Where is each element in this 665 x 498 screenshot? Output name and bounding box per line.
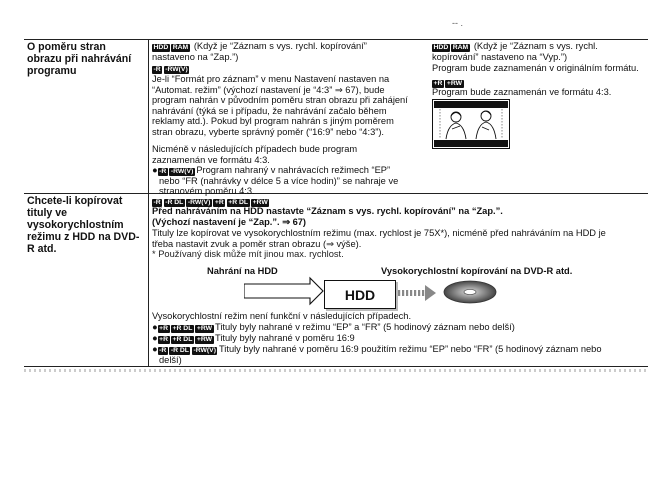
section2-badges [152,196,271,207]
section1-heading-line: O poměru stran [27,41,106,53]
diagram-right-label: Vysokorychlostní kopírování na DVD-R atd. [381,266,573,276]
section1-col2-line2: nastaveno na “Zap.”) [152,52,239,62]
section2-heading-line: tituly ve [27,207,68,219]
section1-col2-badges [152,63,191,74]
dvd-disc-icon [443,280,497,304]
section2-heading-line: režimu z HDD na DVD- [27,231,140,243]
disc-badge: -RW(V) [170,167,194,175]
table-bottom-rule [24,366,648,367]
disc-badge: -R [159,167,167,175]
para-line: stran obrazu, vyberte správný poměr (“16:9” nebo “4:3”). [152,126,385,137]
text: Tituly byly nahrané v poměru 16:9 použitím režimu “EP” nebo “FR” (5 hodinový záznam nebo [218,344,602,354]
disc-badge: +R [159,335,169,343]
disc-badge: -R [159,346,167,354]
disc-badge: HDD [433,43,449,51]
disc-badge: -RW(V) [193,346,216,354]
hdd-box-label: HDD [344,286,376,303]
disc-badge: +RW [196,335,213,343]
text: Tituly byly nahrané v poměru 16:9 [215,333,355,343]
section2-bullet: ● -R -R DL -RW(V) Tituly byly nahrané v poměru 16:9 použitím režimu “EP” nebo “FR” (5 hodinový záznam nebo [152,344,602,354]
section2-para [152,228,606,249]
disc-badge: +R [214,198,224,206]
disc-badge: +R [433,79,443,87]
section1-heading-line: obrazu při nahrávání [27,53,132,65]
para-line: zaznamenán ve formátu 4:3. [152,154,270,165]
record-arrow-icon [244,276,324,306]
text: (Když je “Záznam s vys. rychl. [473,41,598,51]
section1-heading [27,41,131,77]
section1-para1 [152,74,408,138]
bottom-bleed-text [24,369,648,372]
section2-heading-line: vysokorychlostním [27,219,124,231]
disc-badge: +RW [446,79,463,87]
bold-line: Před nahráváním na HDD nastavte “Záznam s vys. rychl. kopírování” na “Zap.”. [152,206,503,216]
diagram-left-label: Nahrání na HDD [207,266,278,276]
bold-line: (Výchozí nastavení je “Zap.”. ⇒ 67) [152,216,307,227]
disc-badge: -R DL [170,346,189,354]
para-line: “Automat. režim” (výchozí nastavení je “4:3” ⇒ 67), bude [152,84,385,95]
disc-badge: +R DL [228,198,249,206]
section1-col3-line2: kopírování” nastaveno na “Vyp.”) [432,52,568,62]
section2-bold [152,206,503,227]
section1-heading-line: programu [27,65,77,77]
disc-badge: -R [153,198,161,206]
section1-para2 [152,144,357,165]
tv-aspect-illustration [432,99,510,149]
section1-col3-line3: Program bude zaznamenán v originálním formátu. [432,63,639,73]
page-top-mark: -- . [452,18,463,28]
disc-badge: RAM [452,43,469,51]
section2-bullet: ● +R +R DL +RW Tituly byly nahrané v režimu “EP” a “FR” (5 hodinový záznam nebo delší) [152,322,515,332]
para-line: Je-li “Formát pro záznam” v menu Nastavení nastaven na [152,74,390,84]
text: Tituly byly nahrané v režimu “EP” a “FR” (5 hodinový záznam nebo delší) [215,322,515,332]
disc-badge: -RW(V) [187,198,211,206]
para-line: nahrávání (týká se i případu, že nahrávání začalo během [152,105,387,116]
disc-badge: HDD [153,43,169,51]
section2-heading-line: R atd. [27,243,57,255]
disc-badge: +R [159,324,169,332]
section2-last-line: delší) [159,355,182,365]
disc-badge: -R DL [165,198,184,206]
text: (Když je “Záznam s vys. rychl. kopírování” [193,41,367,51]
section1-col3-line1 [432,41,598,52]
section2-heading [27,195,139,255]
disc-badge: RAM [172,43,189,51]
disc-badge: -RW(V) [165,65,188,73]
section2-intro: Vysokorychlostní režim není funkční v následujících případech. [152,311,412,321]
para-line: Nicméně v následujících případech bude program [152,144,358,154]
column-divider [148,39,149,366]
para-line: reklamy atd.). Pokud byl program nahrán s jiným poměrem [152,116,394,127]
section2-heading-line: Chcete-li kopírovat [27,195,123,207]
section2-footnote: * Používaný disk může mít jinou max. rychlost. [152,249,344,259]
section2-bullet: ● +R +R DL +RW Tituly byly nahrané v poměru 16:9 [152,333,355,343]
bullet-line: stranovém poměru 4:3. [159,186,255,197]
disc-badge: +R DL [172,324,193,332]
hatched-arrow-icon [398,284,438,302]
para-line: třeba nastavit zvuk a poměr stran obrazu (⇒ výše). [152,238,362,249]
disc-badge: +RW [252,198,268,206]
disc-badge: -R [153,65,161,73]
section1-col3-badges [432,77,465,88]
bullet-line: nebo “FR (nahrávky v délce 5 a více hodin)” se nahraje ve [159,175,399,186]
hdd-box [324,280,396,309]
section1-col2-line1 [152,41,367,52]
text: Program nahraný v nahrávacích režimech “EP” [196,165,391,175]
para-line: program nahrán v původním poměru stran obrazu při zahájení [152,95,408,106]
para-line: Tituly lze kopírovat ve vysokorychlostním režimu (max. rychlost je 75X*), nicméně před nahráváním na HDD je [152,228,606,238]
disc-badge: +R DL [172,335,193,343]
section1-col3-line5: Program bude zaznamenán ve formátu 4:3. [432,87,612,97]
section1-bullet [152,165,398,197]
disc-badge: +RW [196,324,213,332]
bullet-line: ● -R -RW(V) Program nahraný v nahrávacích režimech “EP” [152,165,391,175]
table-top-rule [24,39,648,40]
